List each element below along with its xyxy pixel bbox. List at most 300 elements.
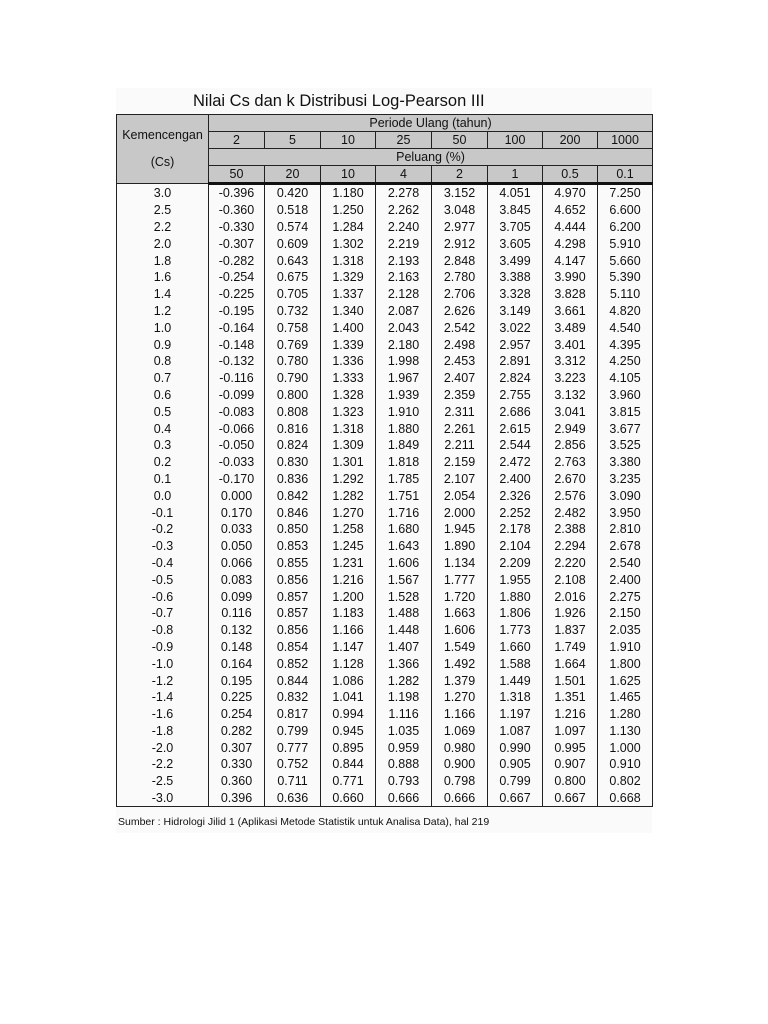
k-value: 2.163 xyxy=(376,269,432,286)
table-row xyxy=(117,387,653,404)
k-value: 3.677 xyxy=(598,420,653,437)
k-value: 0.857 xyxy=(265,588,321,605)
k-value: 2.219 xyxy=(376,235,432,252)
k-value: 2.275 xyxy=(598,588,653,605)
k-value: 3.388 xyxy=(488,269,543,286)
k-value: 0.752 xyxy=(265,756,321,773)
k-value: 2.891 xyxy=(488,353,543,370)
k-value: 3.401 xyxy=(543,336,598,353)
cs-value: 1.4 xyxy=(117,286,209,303)
k-value: 0.856 xyxy=(265,622,321,639)
k-value: 1.910 xyxy=(598,639,653,656)
table-row xyxy=(117,286,653,303)
k-value: 2.278 xyxy=(376,184,432,202)
k-value: 1.351 xyxy=(543,689,598,706)
k-value: 2.615 xyxy=(488,420,543,437)
k-value: 1.448 xyxy=(376,622,432,639)
table-row xyxy=(117,269,653,286)
k-value: 2.220 xyxy=(543,555,598,572)
k-value: 1.282 xyxy=(321,487,376,504)
k-value: 1.130 xyxy=(598,723,653,740)
k-value: -0.307 xyxy=(209,235,265,252)
k-value: 1.379 xyxy=(432,672,488,689)
k-value: 2.400 xyxy=(488,471,543,488)
k-value: 1.318 xyxy=(488,689,543,706)
k-value: 1.318 xyxy=(321,252,376,269)
k-value: 0.808 xyxy=(265,403,321,420)
k-value: -0.116 xyxy=(209,370,265,387)
k-value: 2.780 xyxy=(432,269,488,286)
k-value: 3.499 xyxy=(488,252,543,269)
k-value: 2.180 xyxy=(376,336,432,353)
cs-value: -0.4 xyxy=(117,555,209,572)
k-value: 0.800 xyxy=(543,773,598,790)
table-row xyxy=(117,655,653,672)
k-value: 5.110 xyxy=(598,286,653,303)
k-value: 1.549 xyxy=(432,639,488,656)
k-value: 1.967 xyxy=(376,370,432,387)
k-value: 3.525 xyxy=(598,437,653,454)
probability-cell: 2 xyxy=(432,166,488,184)
k-value: 1.939 xyxy=(376,387,432,404)
k-value: 2.977 xyxy=(432,219,488,236)
k-value: 3.380 xyxy=(598,454,653,471)
table-row xyxy=(117,420,653,437)
k-value: 1.180 xyxy=(321,184,376,202)
table-row xyxy=(117,454,653,471)
k-value: 0.852 xyxy=(265,655,321,672)
k-value: 0.195 xyxy=(209,672,265,689)
k-value: 0.518 xyxy=(265,202,321,219)
k-value: 0.675 xyxy=(265,269,321,286)
table-row xyxy=(117,790,653,807)
k-value: -0.360 xyxy=(209,202,265,219)
k-value: -0.148 xyxy=(209,336,265,353)
k-value: 0.254 xyxy=(209,706,265,723)
k-value: 3.132 xyxy=(543,387,598,404)
k-value: 0.777 xyxy=(265,739,321,756)
k-value: 2.544 xyxy=(488,437,543,454)
k-value: 0.420 xyxy=(265,184,321,202)
k-value: 2.949 xyxy=(543,420,598,437)
k-value: 1.280 xyxy=(598,706,653,723)
table-row xyxy=(117,370,653,387)
k-value: 1.880 xyxy=(488,588,543,605)
k-value: 0.330 xyxy=(209,756,265,773)
k-value: 5.390 xyxy=(598,269,653,286)
k-value: 1.250 xyxy=(321,202,376,219)
k-value: 1.465 xyxy=(598,689,653,706)
return-period-cell: 25 xyxy=(376,132,432,149)
skewness-label: Kemencengan xyxy=(122,128,203,142)
k-value: 4.970 xyxy=(543,184,598,202)
k-value: 1.751 xyxy=(376,487,432,504)
k-value: -0.033 xyxy=(209,454,265,471)
table-row xyxy=(117,639,653,656)
k-value: 1.926 xyxy=(543,605,598,622)
k-value: 1.336 xyxy=(321,353,376,370)
k-value: 1.000 xyxy=(598,739,653,756)
k-value: 2.108 xyxy=(543,571,598,588)
k-value: 1.069 xyxy=(432,723,488,740)
k-value: 0.170 xyxy=(209,504,265,521)
k-value: 0.900 xyxy=(432,756,488,773)
k-value: 3.328 xyxy=(488,286,543,303)
k-value: 2.035 xyxy=(598,622,653,639)
k-value: 1.837 xyxy=(543,622,598,639)
table-row xyxy=(117,471,653,488)
table-row xyxy=(117,773,653,790)
cs-value: 0.4 xyxy=(117,420,209,437)
k-value: 0.711 xyxy=(265,773,321,790)
table-row xyxy=(117,723,653,740)
k-value: 0.817 xyxy=(265,706,321,723)
probability-cell: 50 xyxy=(209,166,265,184)
probability-header: Peluang (%) xyxy=(209,149,653,166)
k-value: 0.850 xyxy=(265,521,321,538)
k-value: 0.800 xyxy=(265,387,321,404)
k-value: 0.396 xyxy=(209,790,265,807)
k-value: 0.836 xyxy=(265,471,321,488)
probability-cell: 10 xyxy=(321,166,376,184)
k-value: 1.041 xyxy=(321,689,376,706)
k-value: 0.895 xyxy=(321,739,376,756)
table-row xyxy=(117,538,653,555)
probability-cell: 0.5 xyxy=(543,166,598,184)
k-value: 0.116 xyxy=(209,605,265,622)
k-value: 0.033 xyxy=(209,521,265,538)
table-row xyxy=(117,706,653,723)
k-value: 1.147 xyxy=(321,639,376,656)
cs-value: -2.0 xyxy=(117,739,209,756)
k-value: 2.453 xyxy=(432,353,488,370)
k-value: 1.625 xyxy=(598,672,653,689)
k-value: 0.853 xyxy=(265,538,321,555)
k-value: 2.016 xyxy=(543,588,598,605)
k-value: -0.225 xyxy=(209,286,265,303)
table-row xyxy=(117,437,653,454)
k-value: 1.216 xyxy=(321,571,376,588)
k-value: 1.880 xyxy=(376,420,432,437)
k-value: 0.945 xyxy=(321,723,376,740)
k-value: 1.197 xyxy=(488,706,543,723)
k-value: 1.097 xyxy=(543,723,598,740)
k-value: 1.245 xyxy=(321,538,376,555)
k-value: 1.301 xyxy=(321,454,376,471)
k-value: 1.606 xyxy=(376,555,432,572)
return-period-cell: 100 xyxy=(488,132,543,149)
k-value: 2.211 xyxy=(432,437,488,454)
k-value: 3.090 xyxy=(598,487,653,504)
probability-cell: 1 xyxy=(488,166,543,184)
table-row xyxy=(117,756,653,773)
k-value: 2.261 xyxy=(432,420,488,437)
table-title: Nilai Cs dan k Distribusi Log-Pearson III xyxy=(193,92,485,110)
k-value: 1.231 xyxy=(321,555,376,572)
table-row xyxy=(117,219,653,236)
cs-value: 1.0 xyxy=(117,319,209,336)
k-value: 0.050 xyxy=(209,538,265,555)
k-value: 3.312 xyxy=(543,353,598,370)
k-value: 4.298 xyxy=(543,235,598,252)
k-value: 4.652 xyxy=(543,202,598,219)
probability-cell: 20 xyxy=(265,166,321,184)
k-value: 2.311 xyxy=(432,403,488,420)
table-row xyxy=(117,555,653,572)
cs-value: -2.2 xyxy=(117,756,209,773)
k-value: 1.800 xyxy=(598,655,653,672)
k-value: 3.223 xyxy=(543,370,598,387)
k-value: 0.888 xyxy=(376,756,432,773)
k-value: 1.087 xyxy=(488,723,543,740)
k-value: 2.540 xyxy=(598,555,653,572)
return-period-cell: 5 xyxy=(265,132,321,149)
cs-value: -1.4 xyxy=(117,689,209,706)
k-value: 0.856 xyxy=(265,571,321,588)
cs-value: -1.0 xyxy=(117,655,209,672)
cs-value: 1.2 xyxy=(117,303,209,320)
k-value: -0.083 xyxy=(209,403,265,420)
table-row xyxy=(117,252,653,269)
k-value: 7.250 xyxy=(598,184,653,202)
table-row xyxy=(117,336,653,353)
k-value: 2.252 xyxy=(488,504,543,521)
k-value: 1.643 xyxy=(376,538,432,555)
k-value: 1.890 xyxy=(432,538,488,555)
k-value: -0.050 xyxy=(209,437,265,454)
k-value: 3.235 xyxy=(598,471,653,488)
table-header xyxy=(117,115,653,184)
k-value: 0.732 xyxy=(265,303,321,320)
k-value: 2.848 xyxy=(432,252,488,269)
k-value: 1.606 xyxy=(432,622,488,639)
k-value: 1.567 xyxy=(376,571,432,588)
k-value: 1.323 xyxy=(321,403,376,420)
k-value: 3.815 xyxy=(598,403,653,420)
k-value: 1.680 xyxy=(376,521,432,538)
k-value: 6.200 xyxy=(598,219,653,236)
k-value: 0.844 xyxy=(321,756,376,773)
k-value: 0.857 xyxy=(265,605,321,622)
k-value: 1.292 xyxy=(321,471,376,488)
k-value: 1.785 xyxy=(376,471,432,488)
cs-value: 0.7 xyxy=(117,370,209,387)
k-value: 1.955 xyxy=(488,571,543,588)
k-value: 0.771 xyxy=(321,773,376,790)
return-period-cell: 200 xyxy=(543,132,598,149)
k-value: 1.849 xyxy=(376,437,432,454)
k-value: 1.116 xyxy=(376,706,432,723)
k-value: 1.035 xyxy=(376,723,432,740)
k-value: 0.816 xyxy=(265,420,321,437)
k-value: -0.330 xyxy=(209,219,265,236)
k-value: 1.664 xyxy=(543,655,598,672)
cs-value: -2.5 xyxy=(117,773,209,790)
k-value: 2.498 xyxy=(432,336,488,353)
k-value: 3.048 xyxy=(432,202,488,219)
k-value: 1.501 xyxy=(543,672,598,689)
k-value: 0.099 xyxy=(209,588,265,605)
table-row xyxy=(117,588,653,605)
k-value: 1.337 xyxy=(321,286,376,303)
k-value: 3.661 xyxy=(543,303,598,320)
table-row xyxy=(117,319,653,336)
cs-value: 2.0 xyxy=(117,235,209,252)
k-value: 1.716 xyxy=(376,504,432,521)
return-period-cell: 50 xyxy=(432,132,488,149)
return-period-header: Periode Ulang (tahun) xyxy=(209,115,653,132)
table-row xyxy=(117,235,653,252)
table-row xyxy=(117,689,653,706)
k-value: 0.994 xyxy=(321,706,376,723)
k-value: 0.854 xyxy=(265,639,321,656)
k-value: 0.282 xyxy=(209,723,265,740)
k-value: 0.164 xyxy=(209,655,265,672)
k-value: 1.660 xyxy=(488,639,543,656)
k-value: 2.359 xyxy=(432,387,488,404)
k-value: 4.395 xyxy=(598,336,653,353)
k-value: 0.705 xyxy=(265,286,321,303)
k-value: 0.824 xyxy=(265,437,321,454)
cs-value: 3.0 xyxy=(117,184,209,202)
table-row xyxy=(117,504,653,521)
cs-value: -0.1 xyxy=(117,504,209,521)
k-value: 0.132 xyxy=(209,622,265,639)
k-value: 0.832 xyxy=(265,689,321,706)
k-value: 0.842 xyxy=(265,487,321,504)
k-value: 2.670 xyxy=(543,471,598,488)
k-value: -0.170 xyxy=(209,471,265,488)
k-value: 1.945 xyxy=(432,521,488,538)
k-value: 3.149 xyxy=(488,303,543,320)
k-value: 2.912 xyxy=(432,235,488,252)
table-row xyxy=(117,202,653,219)
table-row xyxy=(117,739,653,756)
k-value: 2.107 xyxy=(432,471,488,488)
k-value: 1.166 xyxy=(432,706,488,723)
k-value: 2.193 xyxy=(376,252,432,269)
skewness-symbol: (Cs) xyxy=(150,155,175,169)
k-value: 2.178 xyxy=(488,521,543,538)
cs-value: 0.3 xyxy=(117,437,209,454)
k-value: 2.388 xyxy=(543,521,598,538)
k-value: 3.950 xyxy=(598,504,653,521)
k-value: 4.105 xyxy=(598,370,653,387)
cs-value: 1.8 xyxy=(117,252,209,269)
cs-value: 0.9 xyxy=(117,336,209,353)
table-row xyxy=(117,353,653,370)
k-value: 4.540 xyxy=(598,319,653,336)
k-value: 0.855 xyxy=(265,555,321,572)
k-value: 1.216 xyxy=(543,706,598,723)
table-row xyxy=(117,521,653,538)
k-value: 1.086 xyxy=(321,672,376,689)
return-period-cell: 1000 xyxy=(598,132,653,149)
k-value: 0.066 xyxy=(209,555,265,572)
k-value: 2.824 xyxy=(488,370,543,387)
k-value: 2.957 xyxy=(488,336,543,353)
k-value: 3.022 xyxy=(488,319,543,336)
cs-value: 2.2 xyxy=(117,219,209,236)
k-value: 0.905 xyxy=(488,756,543,773)
k-value: 2.626 xyxy=(432,303,488,320)
k-value: 5.910 xyxy=(598,235,653,252)
cs-value: -0.3 xyxy=(117,538,209,555)
cs-value: -0.2 xyxy=(117,521,209,538)
k-value: 1.183 xyxy=(321,605,376,622)
k-value: 2.810 xyxy=(598,521,653,538)
k-value: 2.159 xyxy=(432,454,488,471)
k-value: 1.329 xyxy=(321,269,376,286)
k-value: 2.087 xyxy=(376,303,432,320)
k-value: -0.396 xyxy=(209,184,265,202)
k-value: 0.959 xyxy=(376,739,432,756)
k-value: 1.528 xyxy=(376,588,432,605)
k-value: 1.777 xyxy=(432,571,488,588)
k-value: -0.132 xyxy=(209,353,265,370)
k-value: 6.600 xyxy=(598,202,653,219)
k-value: 2.240 xyxy=(376,219,432,236)
k-value: 3.705 xyxy=(488,219,543,236)
cs-value: -0.5 xyxy=(117,571,209,588)
k-value: 0.307 xyxy=(209,739,265,756)
k-value: 1.749 xyxy=(543,639,598,656)
k-value: 1.128 xyxy=(321,655,376,672)
k-value: 2.043 xyxy=(376,319,432,336)
cs-value: 0.0 xyxy=(117,487,209,504)
k-value: 2.678 xyxy=(598,538,653,555)
k-value: 0.798 xyxy=(432,773,488,790)
k-value: 1.318 xyxy=(321,420,376,437)
k-value: 0.574 xyxy=(265,219,321,236)
cs-value: 0.8 xyxy=(117,353,209,370)
cs-value: 0.1 xyxy=(117,471,209,488)
cs-value: -3.0 xyxy=(117,790,209,807)
k-value: 2.326 xyxy=(488,487,543,504)
k-value: 2.755 xyxy=(488,387,543,404)
cs-value: -0.8 xyxy=(117,622,209,639)
cs-value: 0.2 xyxy=(117,454,209,471)
k-value: 0.799 xyxy=(265,723,321,740)
k-value: 4.444 xyxy=(543,219,598,236)
cs-value: 2.5 xyxy=(117,202,209,219)
cs-value: -1.8 xyxy=(117,723,209,740)
k-value: 0.802 xyxy=(598,773,653,790)
return-period-cell: 2 xyxy=(209,132,265,149)
k-value: 0.769 xyxy=(265,336,321,353)
cs-value: -0.7 xyxy=(117,605,209,622)
k-value: 0.990 xyxy=(488,739,543,756)
k-value: 0.907 xyxy=(543,756,598,773)
k-value: -0.066 xyxy=(209,420,265,437)
k-value: 2.706 xyxy=(432,286,488,303)
k-value: 1.806 xyxy=(488,605,543,622)
k-value: 1.198 xyxy=(376,689,432,706)
k-value: 2.576 xyxy=(543,487,598,504)
probability-cell: 0.1 xyxy=(598,166,653,184)
k-value: 0.666 xyxy=(376,790,432,807)
k-value: 0.844 xyxy=(265,672,321,689)
k-value: 3.960 xyxy=(598,387,653,404)
k-value: -0.254 xyxy=(209,269,265,286)
k-value: 2.407 xyxy=(432,370,488,387)
table-row xyxy=(117,403,653,420)
k-value: 1.720 xyxy=(432,588,488,605)
k-value: 0.660 xyxy=(321,790,376,807)
k-value: 1.166 xyxy=(321,622,376,639)
k-value: -0.282 xyxy=(209,252,265,269)
k-value: 0.910 xyxy=(598,756,653,773)
